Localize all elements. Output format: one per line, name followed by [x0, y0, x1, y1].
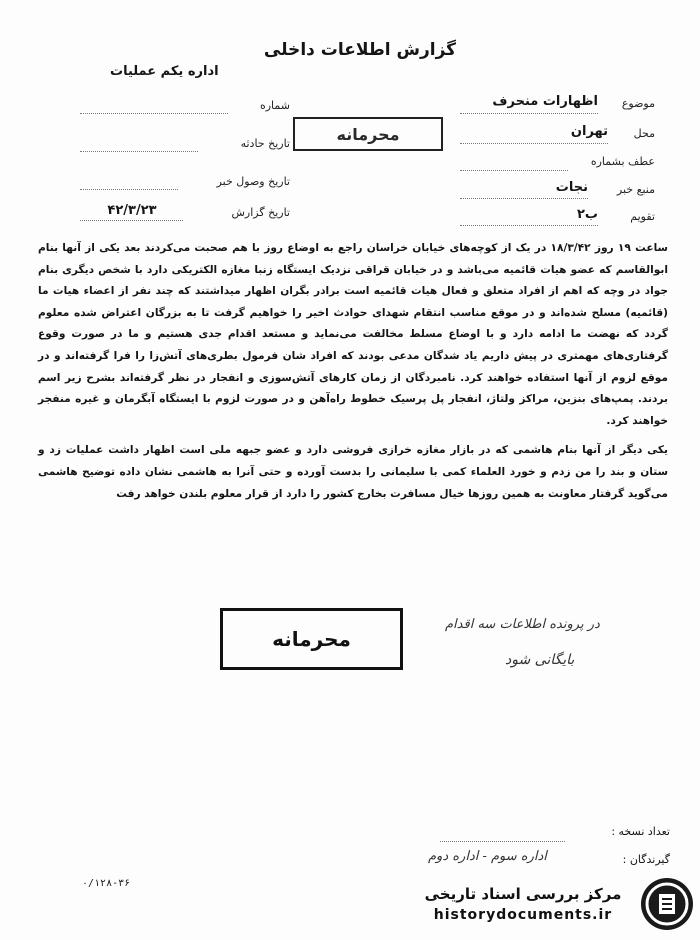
field-incident-date-line	[80, 150, 198, 152]
field-reference-line	[460, 169, 568, 171]
body-paragraph: ساعت ۱۹ روز ۱۸/۳/۴۲ در یک از کوچه‌های خیابان خراسان راجع به اوضاع روز با هم صحبت می‌کردند بعد یکی از آنها بنام ابوالقاسم که عضو هیات قائمیه می‌باشد و در خیابان قراقی نزدیک ایستگاه زنبا مغازه الکتریکی دارد با شخص دیگری بنام جواد در وچه که اهم از افراد متعلق و فعال هیات قائمیه است برادر بگران اظهار میداشتند که چند نفر از اعضاء هیات ما (قائمیه) مسلح شده‌اند و در موقع مناسب انتقام شهدای حوادث اخیر را خواهیم گرفت تا به بزرگان اعتراض شده معلوم گردد که نهضت ما ادامه دارد و با اوضاع مسلط مخالفت می‌نماید و مستعد اقدام جدی هستیم و ما در صورت وقوع گرفتاری‌های مهمتری در پیش داریم یاد شدگان مدعی بودند که افراد شان فرمول بطری‌های آتش‌زا را فرا گرفته‌اند و در موقع لزوم از آنها استفاده خواهند کرد. نامبردگان از زمان کارهای آتش‌سوزی و انفجار در نظر گرفته‌اند بشرح زیر اسم بردند. پمپ‌های بنزین، مراکز ولتاژ، انفجار پل پرسیک خطوط راه‌آهن و در صورت لزوم با ایستگاه آبگرمان و غیره منفجر خواهند کرد.	[38, 242, 668, 427]
confidential-stamp-bottom: محرمانه	[220, 608, 403, 670]
field-report-date-line	[80, 219, 183, 221]
field-source-label: منبع خبر	[616, 183, 655, 196]
field-receipt-date-label: تاریخ وصول خبر	[216, 175, 290, 188]
field-number-label: شماره	[259, 99, 290, 112]
watermark-url: historydocuments.ir	[433, 907, 613, 923]
field-source-line	[460, 197, 588, 199]
field-location-line	[460, 142, 608, 144]
confidential-stamp-top: محرمانه	[293, 117, 443, 151]
field-incident-date-label: تاریخ حادثه	[240, 137, 290, 150]
copies-line	[440, 840, 565, 842]
field-number-line	[80, 112, 228, 114]
watermark-logo-icon	[405, 874, 695, 934]
field-report-date-value: ۴۲/۳/۲۳	[107, 203, 157, 218]
field-rating-value: ب۲	[576, 207, 598, 222]
handwritten-signature-note: بایگانی شود	[505, 652, 575, 668]
recipients-label: گیرندگان :	[622, 853, 670, 866]
report-body	[38, 238, 668, 505]
handwritten-note: در پرونده اطلاعات سه اقدام	[445, 617, 600, 632]
field-subject-line	[460, 112, 598, 114]
field-report-date-label: تاریخ گزارش	[231, 206, 290, 219]
field-reference-label: عطف بشماره	[590, 155, 655, 168]
copies-label: تعداد نسخه :	[611, 825, 670, 838]
watermark	[405, 874, 695, 934]
field-source-value: نجات	[555, 180, 588, 195]
department-name: اداره یکم عملیات	[110, 64, 219, 79]
field-receipt-date-line	[80, 188, 178, 190]
field-rating-label: تقویم	[630, 210, 655, 223]
document-code: ۰/۱۲۸-۳۶	[82, 878, 131, 889]
field-location-value: تهران	[570, 124, 608, 139]
document-title: گزارش اطلاعات داخلی	[263, 40, 457, 60]
body-paragraph: یکی دیگر از آنها بنام هاشمی که در بازار مغازه خرازی فروشی دارد و عضو جبهه ملی است اظهار داشت عملیات زد و ستان و بند را من زدم و خورد العلماء کمی با سلیمانی را بدست آورده و حتی آنرا به هاشمی نشان داده توضیح هاشمی می‌گوید گرفتار معاونت به همین روزها خیال مسافرت بخارج کشور را دارد از قرار معلوم بلندن خواهد رفت	[38, 444, 668, 500]
watermark-title: مرکز بررسی اسناد تاریخی	[424, 885, 622, 903]
recipients-value: اداره سوم - اداره دوم	[428, 849, 547, 864]
field-subject-label: موضوع	[621, 97, 655, 110]
field-rating-line	[460, 224, 598, 226]
field-subject-value: اظهارات منحرف	[492, 94, 598, 109]
field-location-label: محل	[633, 127, 655, 140]
